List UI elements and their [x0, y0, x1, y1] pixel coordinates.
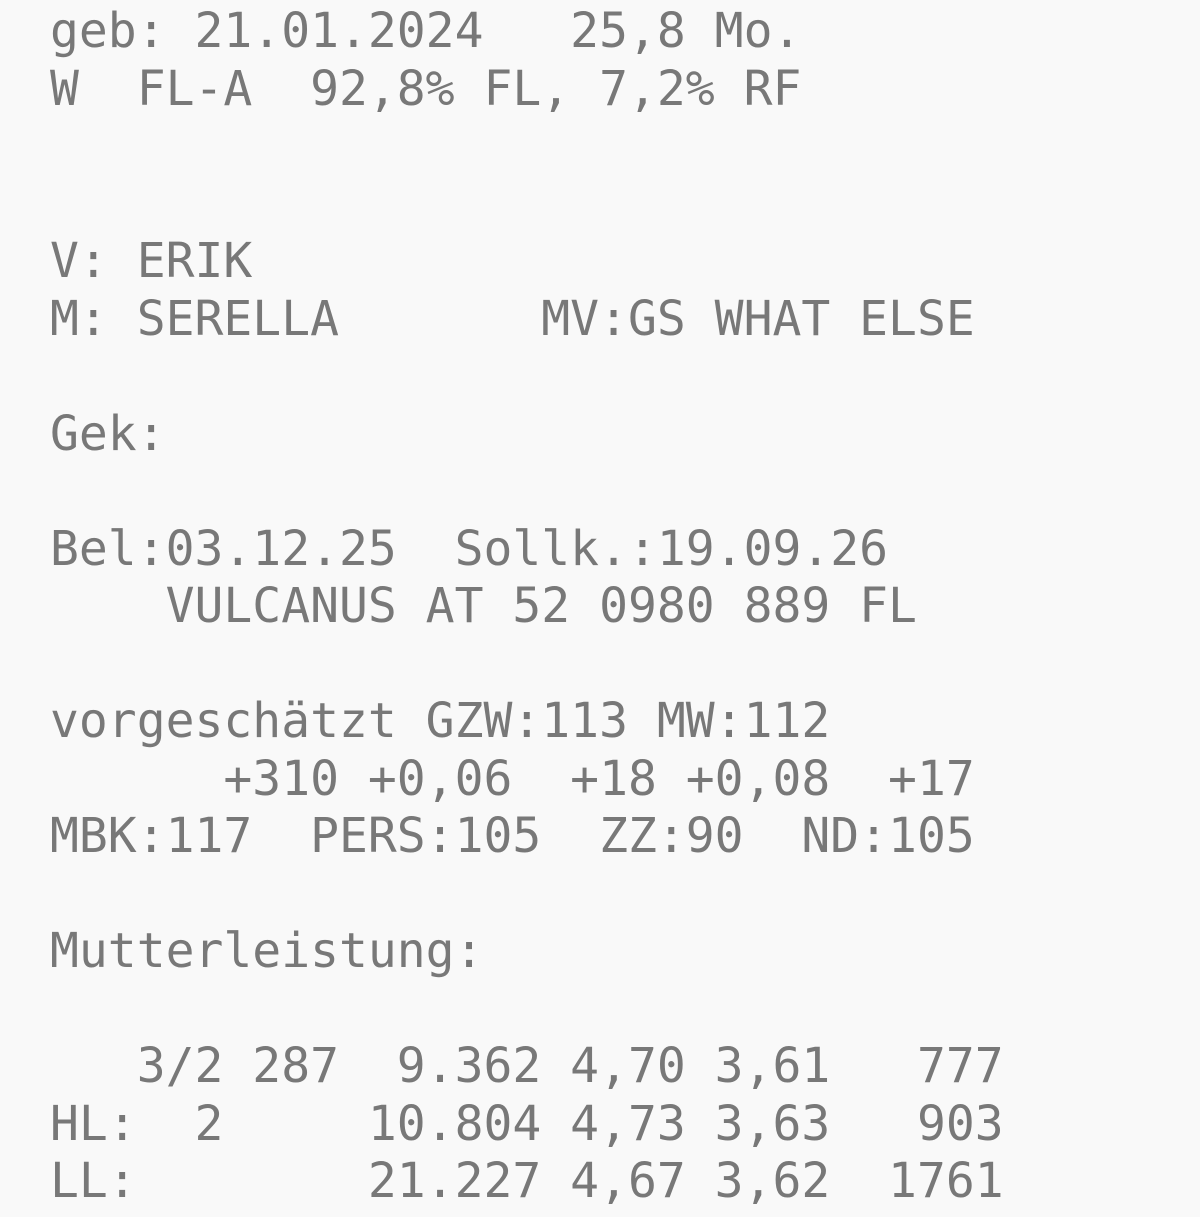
blank-line [50, 463, 1200, 521]
blank-line [50, 866, 1200, 924]
line-sire: V: ERIK [50, 233, 253, 289]
blank-line [50, 348, 1200, 406]
line-insemination-duedate: Bel:03.12.25 Sollk.:19.09.26 [50, 520, 889, 577]
line-breeding-value-deviations: +310 +0,06 +18 +0,08 +17 [50, 750, 975, 807]
blank-line [50, 176, 1200, 234]
line-service-bull: VULCANUS AT 52 0980 889 FL [50, 578, 917, 634]
line-dam-and-dam-sire: M: SERELLA MV:GS WHAT ELSE [50, 290, 975, 347]
line-breeding-value-indices: MBK:117 PERS:105 ZZ:90 ND:105 [50, 808, 975, 864]
blank-line [50, 981, 1200, 1039]
blank-line [50, 636, 1200, 694]
line-mother-performance-title: Mutterleistung: [50, 923, 484, 979]
blank-line [50, 118, 1200, 176]
line-breeding-values-header: vorgeschätzt GZW:113 MW:112 [50, 693, 831, 749]
line-calvings-label: Gek: [50, 405, 166, 462]
line-sex-breed-shares: W FL-A 92,8% FL, 7,2% RF [50, 60, 802, 117]
line-birth-date-age: geb: 21.01.2024 25,8 Mo. [50, 3, 802, 59]
row-lactation-current: 3/2 287 9.362 4,70 3,61 777 [50, 1038, 1004, 1094]
row-lactation-best: HL: 2 10.804 4,73 3,63 903 [50, 1095, 1004, 1152]
row-lactation-lifetime: LL: 21.227 4,67 3,62 1761 [50, 1153, 1004, 1209]
